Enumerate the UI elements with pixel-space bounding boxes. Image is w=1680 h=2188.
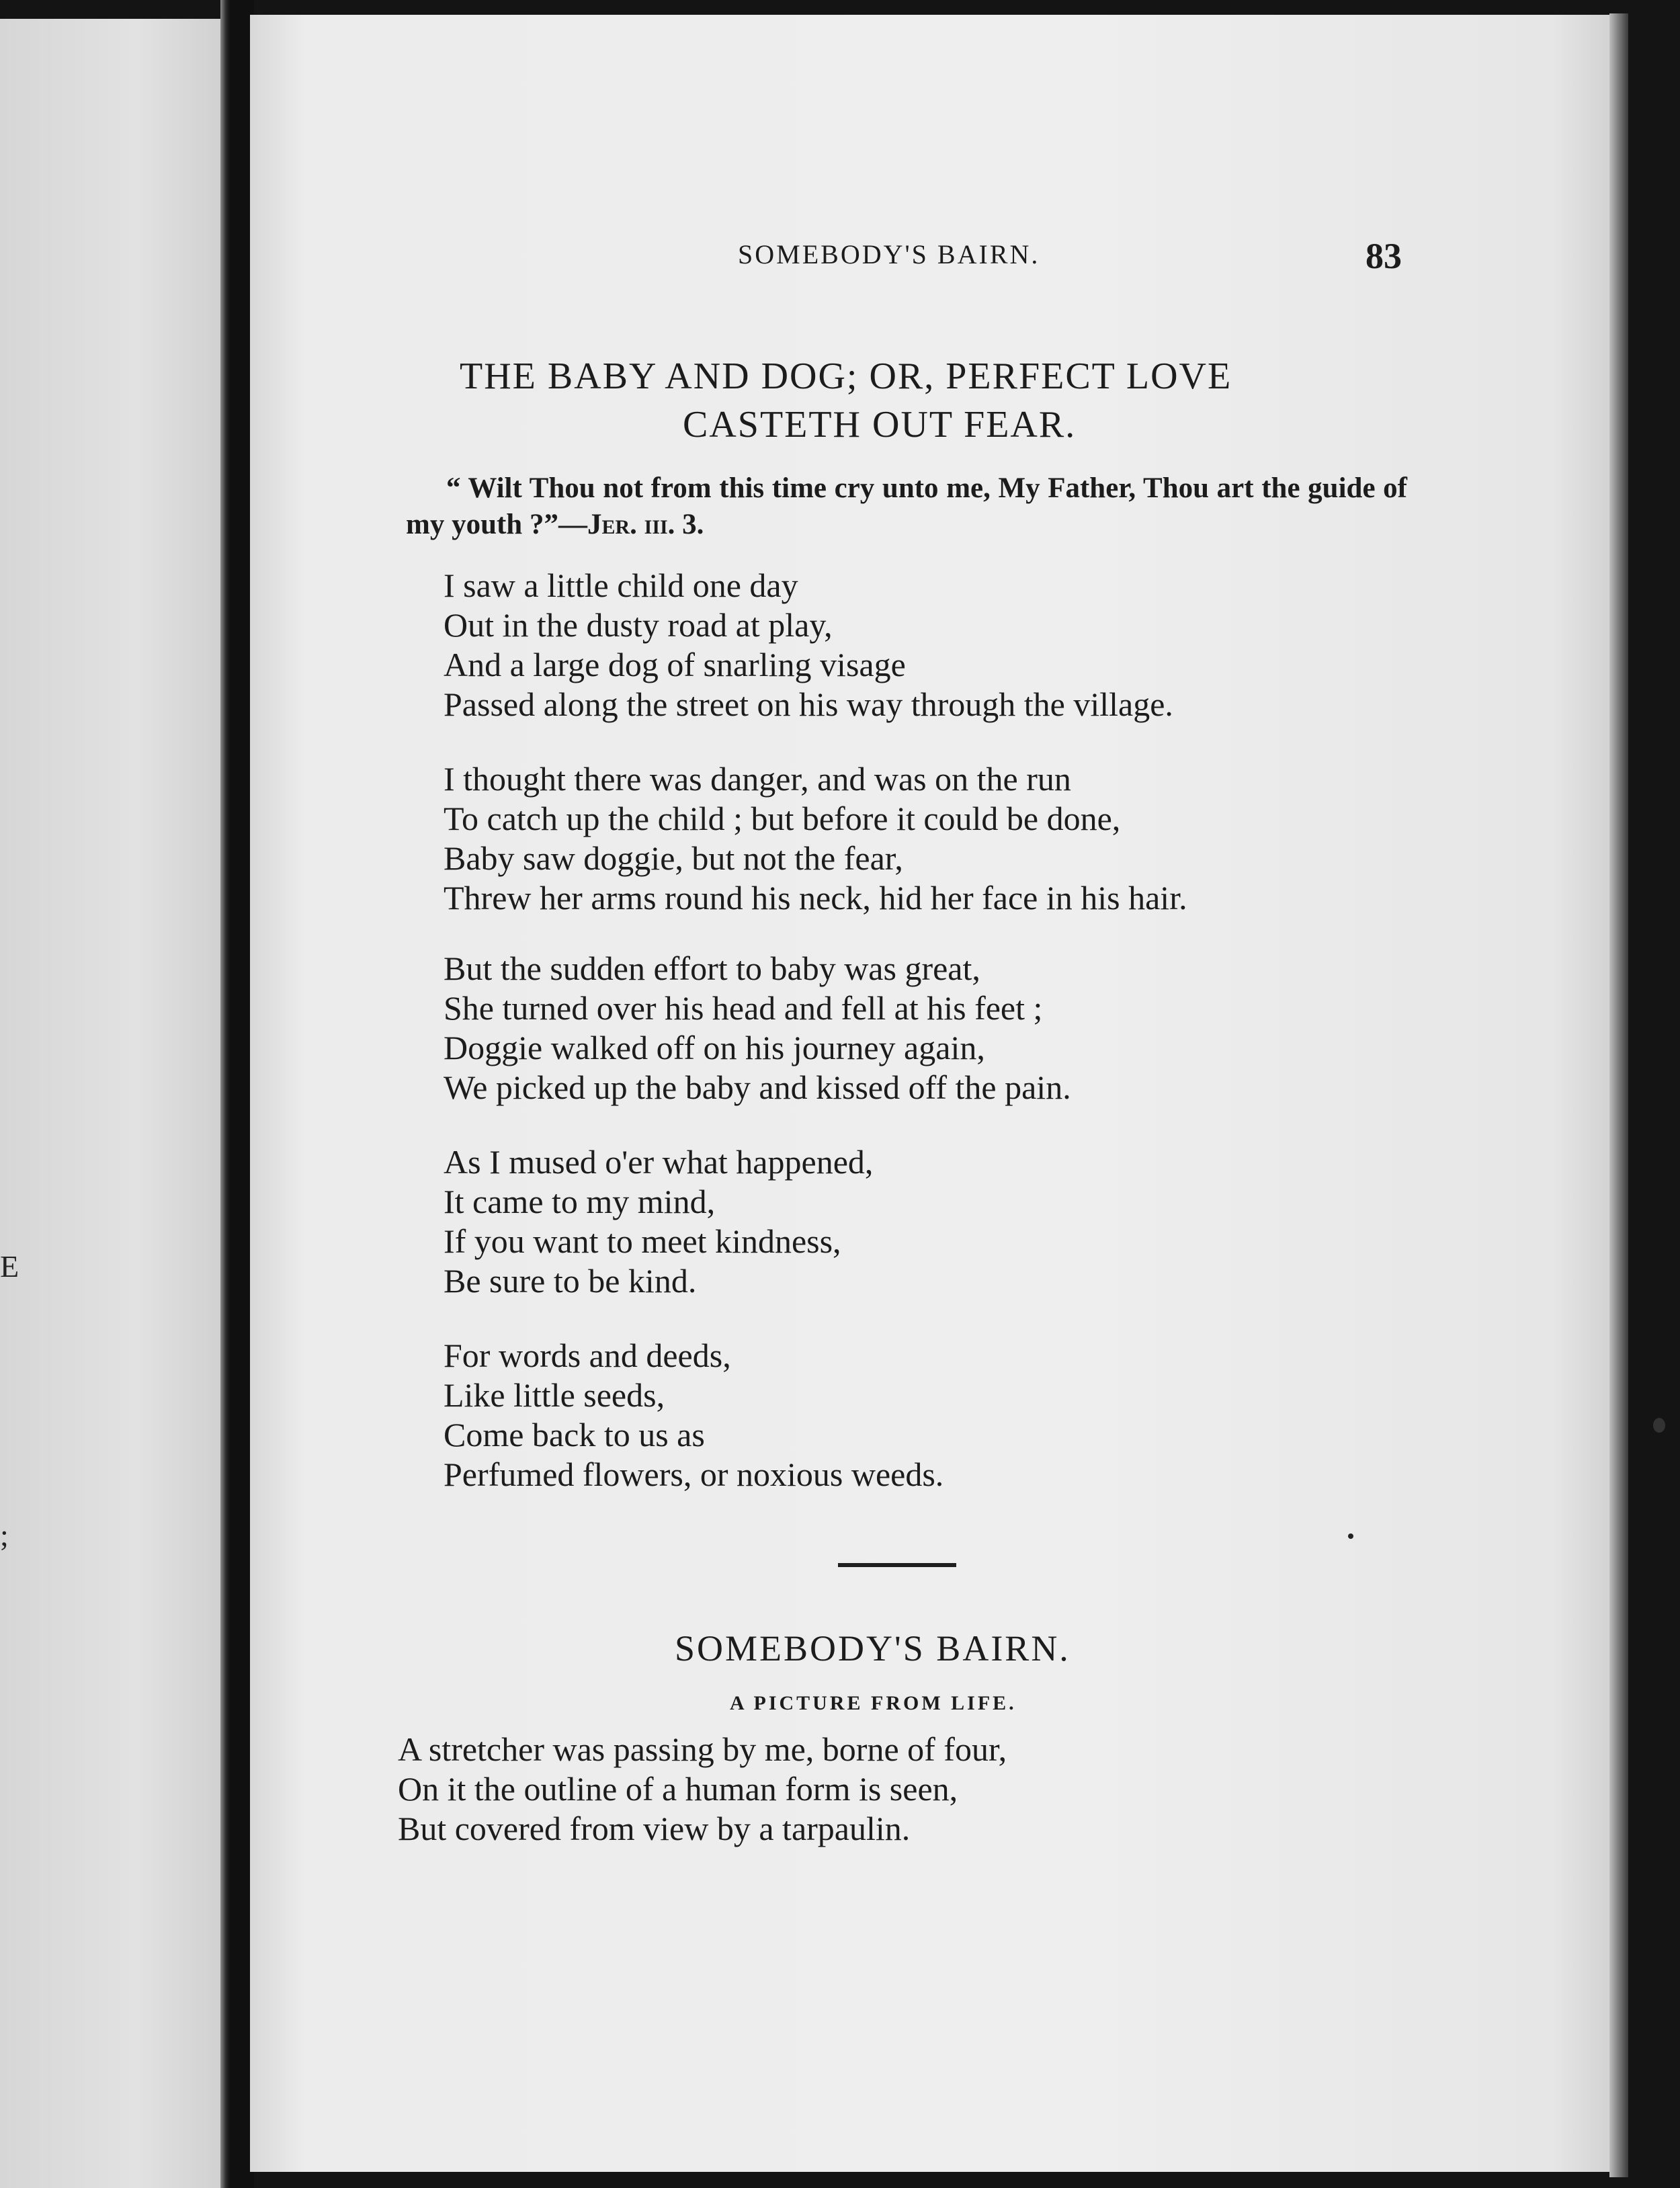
poem-line: Be sure to be kind. [444, 1262, 697, 1300]
poem-line: As I mused o'er what happened, [444, 1143, 874, 1181]
poem-line: Come back to us as [444, 1416, 705, 1454]
left-page-fragment: ; [0, 1518, 9, 1552]
stanza [444, 949, 1071, 1107]
stanza [444, 759, 1187, 918]
epigraph [406, 470, 1407, 543]
left-page [0, 19, 228, 2188]
poem-title-line: CASTETH OUT FEAR. [683, 404, 1077, 446]
page-number: 83 [1366, 236, 1402, 276]
poem-line: To catch up the child ; but before it could be done, [444, 800, 1121, 837]
poem-line: Like little seeds, [444, 1376, 665, 1414]
poem-line: On it the outline of a human form is seen, [398, 1770, 958, 1808]
stanza [444, 1142, 873, 1301]
poem-line: We picked up the baby and kissed off the pain. [444, 1068, 1071, 1106]
poem-title-line: THE BABY AND DOG; OR, PERFECT LOVE [460, 355, 1232, 397]
poem-line: Baby saw doggie, but not the fear, [444, 839, 903, 877]
left-page-fragment: E [0, 1249, 19, 1284]
poem-line: And a large dog of snarling visage [444, 646, 906, 683]
section-title: SOMEBODY'S BAIRN. [675, 1628, 1070, 1669]
stanza [398, 1730, 1007, 1849]
stanza [444, 1336, 943, 1495]
poem-line: But covered from view by a tarpaulin. [398, 1810, 911, 1847]
poem-line: Out in the dusty road at play, [444, 606, 833, 644]
poem-line: Passed along the street on his way through the village. [444, 685, 1173, 723]
epigraph-text: “ Wilt Thou not from this time cry unto me, My Father, Thou art the guide of my youth ?”— [406, 472, 1407, 540]
poem-line: Threw her arms round his neck, hid her face in his hair. [444, 879, 1187, 917]
right-page-edge [1609, 13, 1628, 2177]
poem-line: But the sudden effort to baby was great, [444, 950, 980, 987]
poem-line: Perfumed flowers, or noxious weeds. [444, 1456, 944, 1493]
stanza [444, 566, 1173, 724]
section-subtitle: A PICTURE FROM LIFE. [730, 1692, 1017, 1714]
running-head: SOMEBODY'S BAIRN. [738, 239, 1040, 269]
left-page-edge [220, 0, 230, 2188]
poem-line: Doggie walked off on his journey again, [444, 1029, 985, 1066]
poem-line: If you want to meet kindness, [444, 1222, 841, 1260]
poem-line: A stretcher was passing by me, borne of four, [398, 1730, 1007, 1768]
epigraph-citation: Jer. iii. 3. [587, 508, 704, 540]
poem-line: It came to my mind, [444, 1183, 716, 1220]
poem-line: I saw a little child one day [444, 566, 798, 604]
poem-line: For words and deeds, [444, 1337, 731, 1374]
poem-line: I thought there was danger, and was on the run [444, 760, 1071, 798]
section-divider [838, 1563, 956, 1567]
ink-speck [1348, 1533, 1353, 1539]
ink-speck [1653, 1418, 1665, 1433]
poem-line: She turned over his head and fell at his feet ; [444, 989, 1043, 1027]
